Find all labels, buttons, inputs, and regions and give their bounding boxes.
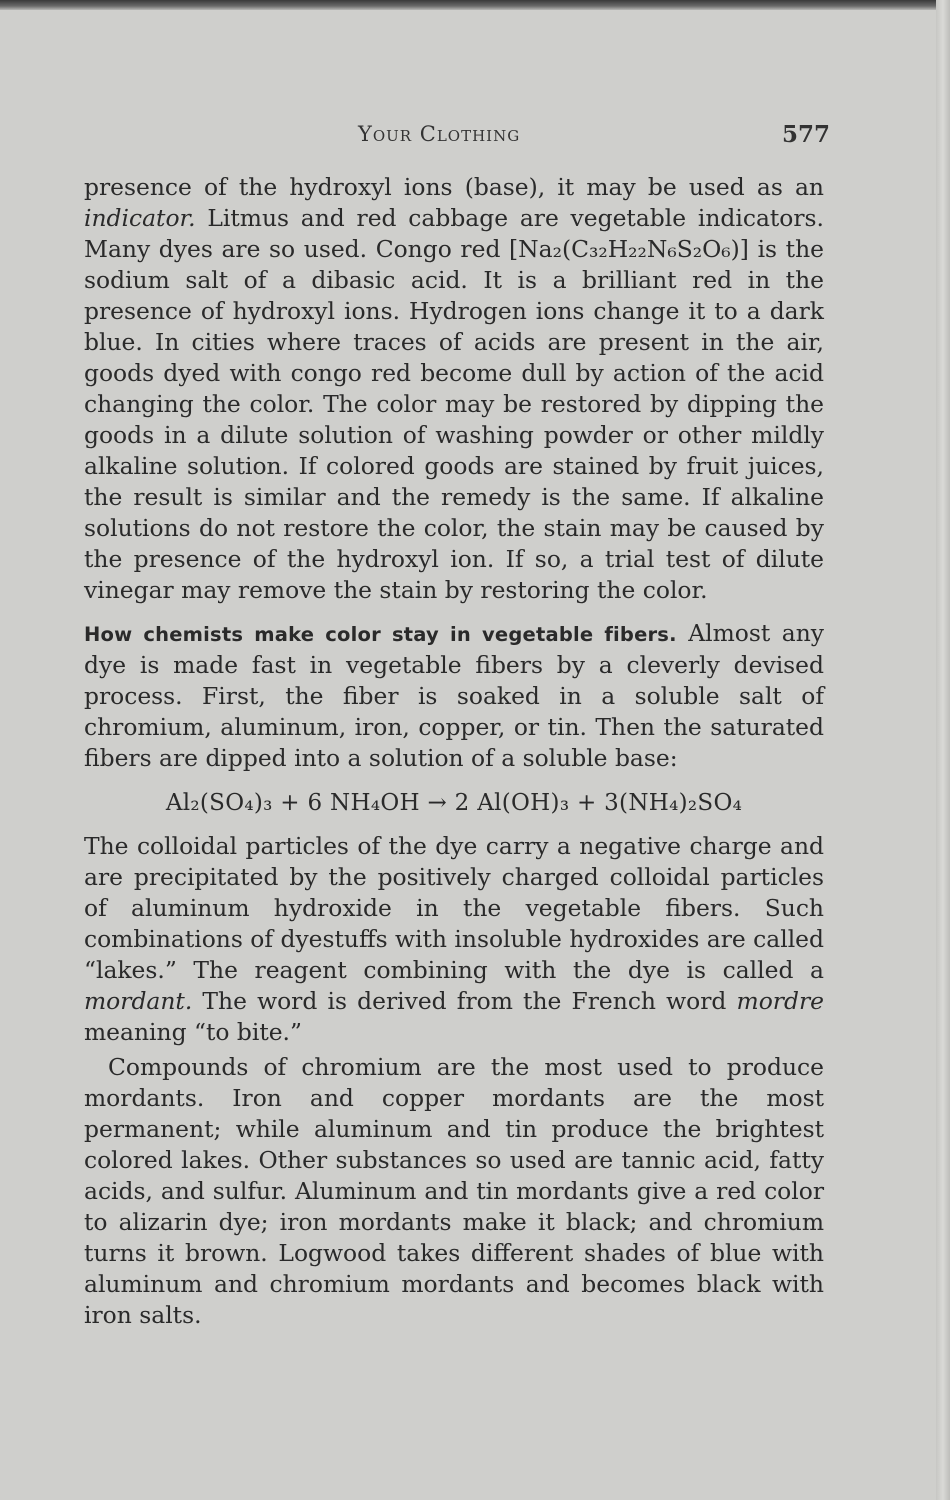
- para3-text-c: meaning “to bite.”: [84, 1018, 302, 1046]
- italic-term-mordre: mordre: [736, 987, 824, 1015]
- paragraph-compounds: Compounds of chromium are the most used to produce mordants. Iron and copper mordants are the most permanent; while aluminum and tin produce the brightest colored lakes. Other substances so used are tannic acid, fatty acids, and sulfur. Aluminum and tin mordants give a red color to alizarin dye; iron mordants make it black; and chromium turns it brown. Logwood takes different shades of blue with aluminum and chromium mordants and becomes black with iron salts.: [84, 1053, 824, 1329]
- congo-red-formula: [Na₂(C₃₂H₂₂N₆S₂O₆)]: [509, 235, 749, 263]
- italic-term-mordant: mordant.: [84, 987, 193, 1015]
- running-head: Your Clothing: [358, 122, 521, 146]
- paragraph-mordant-process: [84, 618, 824, 774]
- para1-text-c: is the sodium salt of a dibasic acid. It is a brilliant red in the presence of hydroxyl ions. Hydrogen ions change it to a dark blue. In cities where traces of acids are present in the air, goods dyed with congo red become dull by action of the acid changing the color. The color may be restored by dipping the goods in a dilute solution of washing powder or other mildly alkaline solution. If colored goods are stained by fruit juices, the result is similar and the remedy is the same. If alkaline solutions do not restore the color, the stain may be caused by the presence of the hydroxyl ion. If so, a trial test of dilute vinegar may remove the stain by restoring the color.: [84, 235, 824, 604]
- page-top-edge: [0, 0, 950, 10]
- body-text: [84, 172, 824, 1331]
- section-intro-text: Almost any dye is made fast in vegetable fibers by a cleverly devised process. First, the fiber is soaked in a soluble salt of chromium, aluminum, iron, copper, or tin. Then the saturated fibers are dipped into a solution of a soluble base:: [84, 619, 824, 772]
- italic-term-indicator: indicator.: [84, 204, 196, 232]
- paragraph-indicators: [84, 172, 824, 606]
- chemical-equation: Al₂(SO₄)₃ + 6 NH₄OH → 2 Al(OH)₃ + 3(NH₄)₂SO₄: [165, 790, 743, 816]
- para3-text-b: The word is derived from the French word: [192, 987, 737, 1015]
- para1-text-a: presence of the hydroxyl ions (base), it may be used as an: [84, 173, 824, 201]
- section-heading: How chemists make color stay in vegetable fibers.: [84, 623, 677, 646]
- page-number: 577: [782, 121, 831, 148]
- paragraph-lakes: [84, 831, 824, 1048]
- para1-text-b: Litmus and red cabbage are vegetable indicators. Many dyes are so used. Congo red: [84, 204, 824, 263]
- page-right-edge: [936, 0, 950, 1500]
- para3-text-a: The colloidal particles of the dye carry a negative charge and are precipitated by the positively charged colloidal particles of aluminum hydroxide in the vegetable fibers. Such combinations of dyestuffs with insoluble hydroxides are called “lakes.” The reagent combining with the dye is called a: [84, 832, 825, 984]
